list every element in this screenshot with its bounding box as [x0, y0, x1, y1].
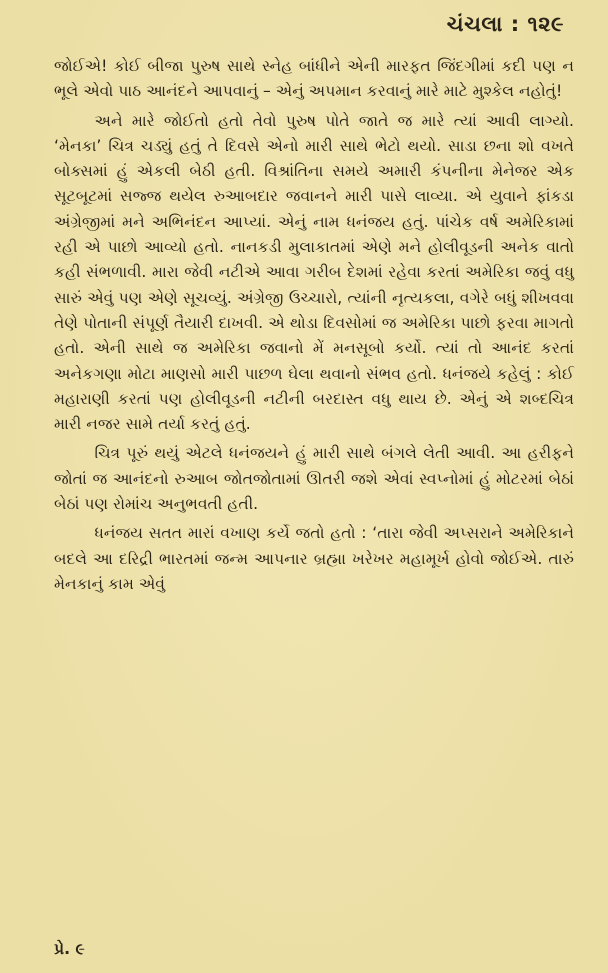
paragraph-2: અને મારે જોઈતો હતો તેવો પુરુષ પોતે જાતે જ મારે ત્યાં આવી લાગ્યો. ‘મેનકા’ ચિત્ર ચડ્યું હતું તે દિવસે એનો મારી સાથે ભેટો થયો. સાડા છના શો વખતે બોક્સમાં હું એકલી બેઠી હતી. વિશ્રાંતિના સમયે અમારી કંપનીના મેનેજર એક સૂટબૂટમાં સજ્જ થયેલ રુઆબદાર જવાનને મારી પાસે લાવ્યા. એ યુવાને ફાંકડા અંગ્રેજીમાં મને અભિનંદન આપ્યાં. એનું નામ ધનંજય હતું. પાંચેક વર્ષ અમેરિકામાં રહી એ પાછો આવ્યો હતો. નાનકડી મુલાકાતમાં એણે મને હોલીવૂડની અનેક વાતો કહી સંભળાવી. મારા જેવી નટીએ આવા ગરીબ દેશમાં રહેવા કરતાં અમેરિકા જવું વધુ સારું એવું પણ એણે સૂચવ્યું. અંગ્રેજી ઉચ્ચારો, ત્યાંની નૃત્યકલા, વગેરે બધું શીખવવા તેણે પોતાની સંપૂર્ણ તૈયારી દાખવી. એ થોડા દિવસોમાં જ અમેરિકા પાછો ફરવા માગતો હતો. એની સાથે જ અમેરિકા જવાનો મેં મનસૂબો કર્યો. ત્યાં તો આનંદ કરતાં અનેકગણા મોટા માણસો મારી પાછળ ઘેલા થવાનો સંભવ હતો. ધનંજયે કહેલું : કોઈ મહારાણી કરતાં પણ હોલીવૂડની નટીની બરદાસ્ત વધુ થાય છે. એનું એ શબ્દચિત્ર મારી નજર સામે તર્યા કરતું હતું.	[54, 111, 574, 434]
paragraph-3: ચિત્ર પૂરું થયું એટલે ધનંજયને હું મારી સાથે બંગલે લેતી આવી. આ હરીફને જોતાં જ આનંદનો રુઆબ જોતજોતામાં ઊતરી જશે એવાં સ્વપ્નોમાં હું મોટરમાં બેઠાં બેઠાં પણ રોમાંચ અનુભવતી હતી.	[54, 444, 575, 514]
printer-signature-mark: પ્રે. ૯	[54, 940, 85, 958]
paragraph-1: જોઈએ! કોઈ બીજા પુરુષ સાથે સ્નેહ બાંધીને એની મારફત જિંદગીમાં કદી પણ ન ભૂલે એવો પાઠ આનંદને આપવાનું – એનું અપમાન કરવાનું મારે માટે મુશ્કેલ નહોતું!	[54, 57, 574, 101]
paragraph-4: ધનંજય સતત મારાં વખાણ કર્યે જતો હતો : ‘તારા જેવી અપ્સરાને અમેરિકાને બદલે આ દરિદ્રી ભારતમાં જન્મ આપનાર બ્રહ્મા ખરેખર મહામૂર્ખ હોવો જોઈએ. તારું મેનકાનું કામ એવું	[54, 524, 574, 593]
running-head: ચંચલા : ૧૨૯	[446, 12, 564, 36]
body-text	[54, 54, 574, 597]
